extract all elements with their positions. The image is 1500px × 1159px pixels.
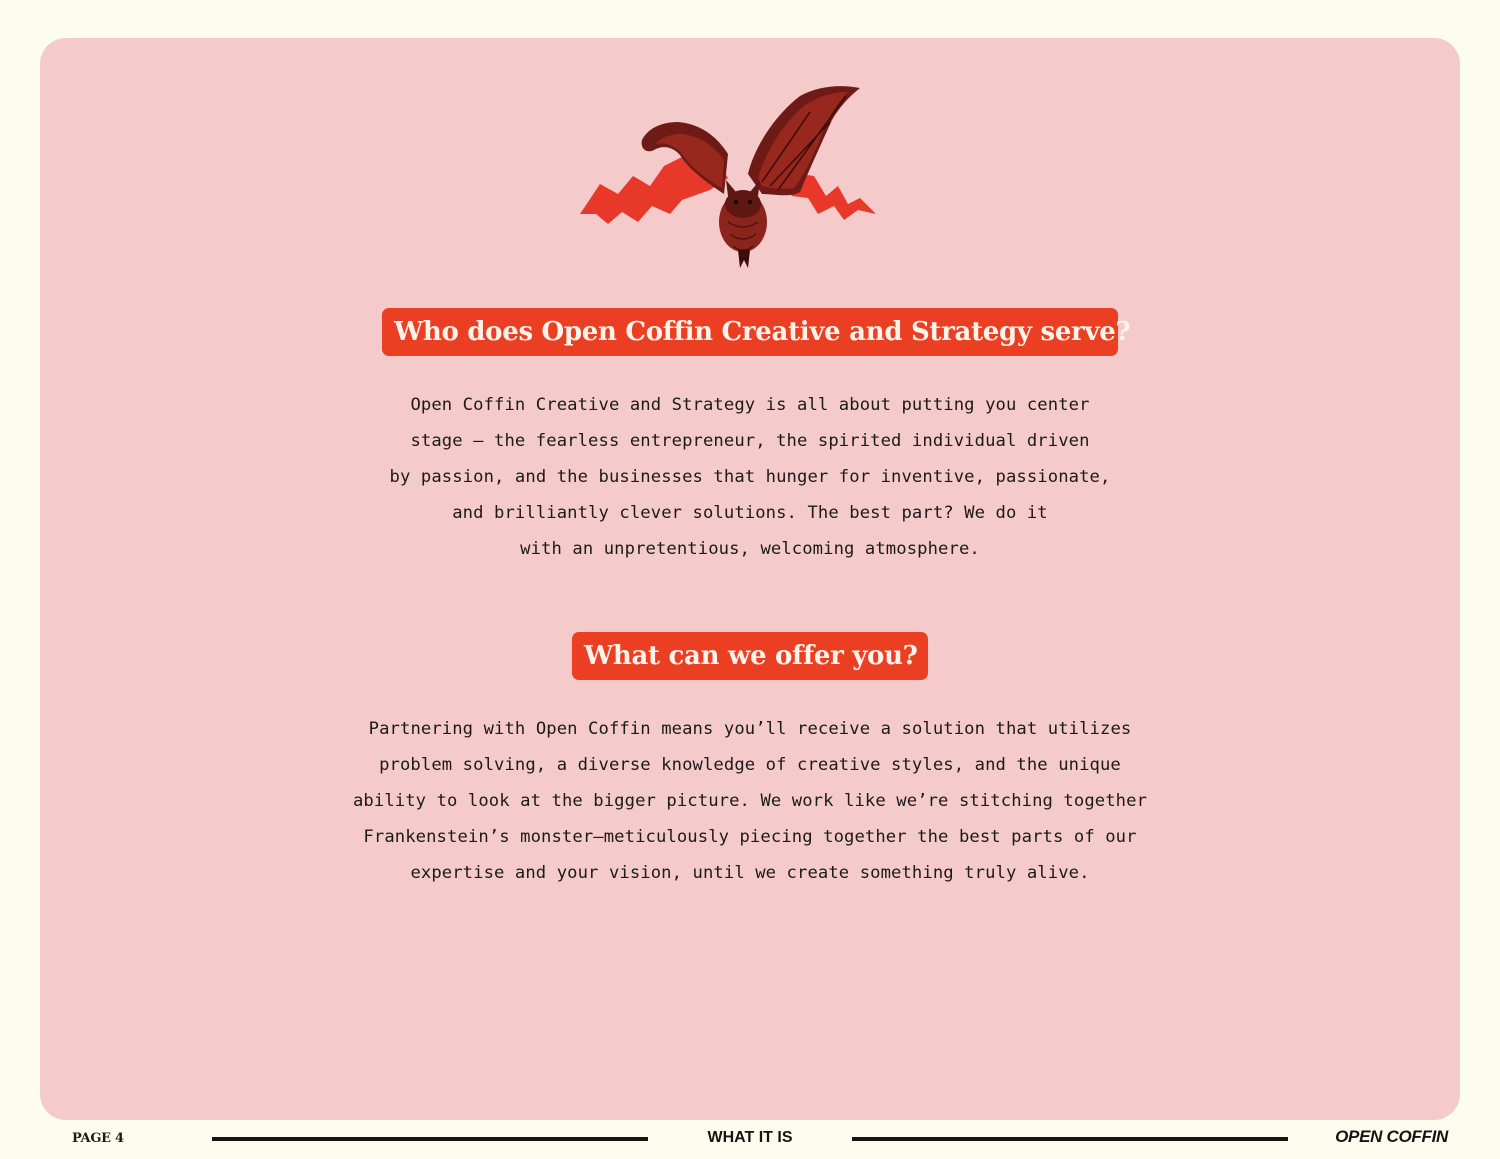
footer-section-title: WHAT IT IS xyxy=(707,1129,793,1146)
footer-divider-right xyxy=(852,1137,1288,1141)
footer-page-number: PAGE 4 xyxy=(72,1131,124,1146)
paragraph-line: expertise and your vision, until we create something truly alive. xyxy=(410,863,1090,883)
heading-who-we-serve: Who does Open Coffin Creative and Strategy serve? xyxy=(382,308,1118,356)
paragraph-line: Open Coffin Creative and Strategy is all about putting you center xyxy=(410,395,1090,415)
paragraph-line: ability to look at the bigger picture. We work like we’re stitching together xyxy=(352,791,1148,811)
bat-illustration xyxy=(578,82,878,272)
paragraph-line: Frankenstein’s monster—meticulously piecing together the best parts of our xyxy=(363,827,1137,847)
paragraph-line: with an unpretentious, welcoming atmosphere. xyxy=(520,539,980,559)
paragraph-what-we-offer xyxy=(300,711,1200,891)
paragraph-line: problem solving, a diverse knowledge of creative styles, and the unique xyxy=(379,755,1121,775)
paragraph-line: Partnering with Open Coffin means you’ll receive a solution that utilizes xyxy=(368,719,1132,739)
footer-brand-name: OPEN COFFIN xyxy=(1335,1127,1448,1146)
paragraph-line: stage – the fearless entrepreneur, the spirited individual driven xyxy=(410,431,1090,451)
heading-what-we-offer: What can we offer you? xyxy=(572,632,928,680)
paragraph-who-we-serve xyxy=(300,387,1200,567)
footer-divider-left xyxy=(212,1137,648,1141)
paragraph-line: by passion, and the businesses that hunger for inventive, passionate, xyxy=(389,467,1111,487)
paragraph-line: and brilliantly clever solutions. The best part? We do it xyxy=(452,503,1048,523)
